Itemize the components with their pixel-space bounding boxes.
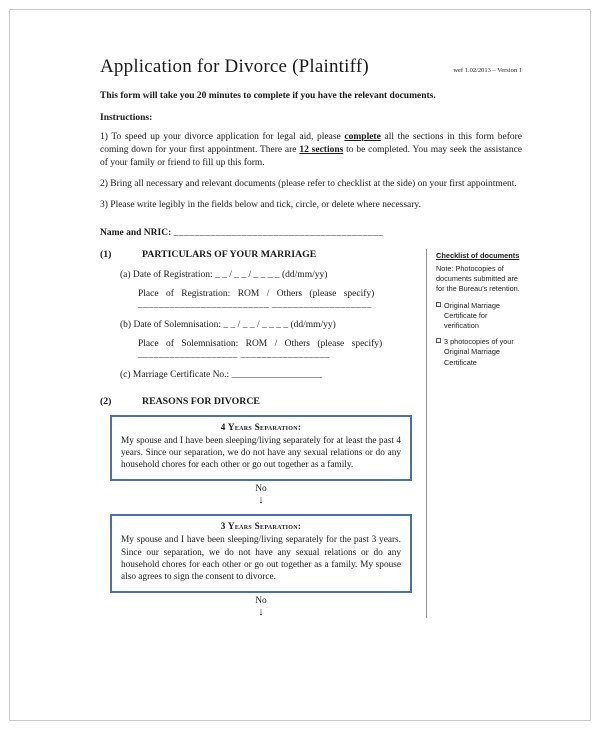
instruction-1 bbox=[100, 131, 522, 170]
instruction-3: 3) Please write legibly in the fields below and tick, circle, or delete where necessary. bbox=[100, 200, 421, 211]
checklist-note: Note: Photocopies of documents submitted are for the Bureau's retention. bbox=[436, 263, 520, 294]
checklist-title: Checklist of documents bbox=[436, 250, 520, 260]
name-nric-row bbox=[100, 228, 522, 238]
section-2-heading: REASONS FOR DIVORCE bbox=[142, 395, 260, 407]
version-label: wef 1.02/2013 – Version 1 bbox=[453, 67, 522, 74]
section-2-number: (2) bbox=[100, 395, 112, 407]
instructions-heading: Instructions: bbox=[100, 113, 153, 123]
no-label: No bbox=[255, 595, 267, 606]
flow-connector-1 bbox=[110, 484, 412, 507]
reason-box-4-years-separation bbox=[110, 415, 412, 481]
name-nric-blank-line: ________________________________________ bbox=[173, 227, 384, 238]
name-nric-label: Name and NRIC: bbox=[100, 227, 172, 238]
two-column-area bbox=[100, 249, 522, 619]
down-arrow-icon: ↓ bbox=[258, 494, 264, 507]
flow-connector-2 bbox=[110, 596, 412, 619]
place-of-registration-blank: _________________________ ___________________ bbox=[138, 299, 372, 310]
instruction-1-part: to be completed. You may seek the assistance of your family or friend to fill up this form. bbox=[100, 145, 523, 169]
instruction-1-emphasis-complete: complete bbox=[344, 132, 381, 142]
down-arrow-icon: ↓ bbox=[258, 606, 264, 619]
date-of-registration-line: (a) Date of Registration: _ _ / _ _ / _ _ _ _ (dd/mm/yy) bbox=[120, 269, 328, 280]
place-of-solemnisation-blank: ___________________ _________________ bbox=[138, 349, 330, 360]
instruction-1-emphasis-sections: 12 sections bbox=[299, 145, 344, 156]
place-of-solemnisation-line: Place of Solemnisation: ROM / Others (please specify) bbox=[138, 338, 383, 349]
checklist-item-label: 3 photocopies of your Original Marriage Certificate bbox=[444, 337, 514, 367]
page-title: Application for Divorce (Plaintiff) bbox=[100, 56, 369, 77]
form-header bbox=[100, 56, 522, 78]
instruction-1-part: all the sections in this form before coming down for your first appointment. There are bbox=[100, 132, 522, 156]
reason-box-body: My spouse and I have been sleeping/living separately for at least the past 4 years. Since our separation, we do not have any sexual relations or do any household chores for each other or go out together as a family. bbox=[121, 435, 401, 471]
section-2-heading-row bbox=[100, 396, 426, 407]
reason-box-header: 3 Years Separation: bbox=[220, 521, 302, 532]
checklist-item-label: Original Marriage Certificate for verification bbox=[444, 300, 500, 330]
reason-box-header: 4 Years Separation: bbox=[220, 421, 302, 432]
intro-statement: This form will take you 20 minutes to complete if you have the relevant documents. bbox=[100, 91, 436, 101]
section-1-heading-row bbox=[100, 249, 426, 260]
checklist-sidebar bbox=[426, 249, 522, 619]
date-of-solemnisation-line: (b) Date of Solemnisation: _ _ / _ _ / _ _ _ _ (dd/mm/yy) bbox=[120, 319, 336, 330]
section-1-heading: PARTICULARS OF YOUR MARRIAGE bbox=[142, 248, 317, 260]
main-column bbox=[100, 249, 426, 619]
reason-box-3-years-separation bbox=[110, 514, 412, 592]
reason-box-body: My spouse and I have been sleeping/living separately for the past 3 years. Since our separation, we do not have any sexual relations or do any household chores for each other or go out together as a family. My spouse also agrees to sign the consent to divorce. bbox=[121, 535, 401, 583]
instruction-1-part: 1) To speed up your divorce application for legal aid, please bbox=[100, 132, 345, 142]
checklist-item bbox=[436, 337, 522, 368]
section-1-number: (1) bbox=[100, 248, 112, 260]
instruction-2: 2) Bring all necessary and relevant documents (please refer to checklist at the side) on your first appointment. bbox=[100, 179, 517, 190]
checkbox-icon bbox=[436, 302, 441, 307]
checkbox-icon bbox=[436, 338, 441, 343]
form-content bbox=[100, 56, 522, 618]
marriage-certificate-no-line: (c) Marriage Certificate No.: ___________________ bbox=[120, 369, 322, 380]
no-label: No bbox=[255, 483, 267, 494]
place-of-registration-line: Place of Registration: ROM / Others (please specify) bbox=[138, 288, 375, 299]
checklist-item bbox=[436, 301, 522, 332]
